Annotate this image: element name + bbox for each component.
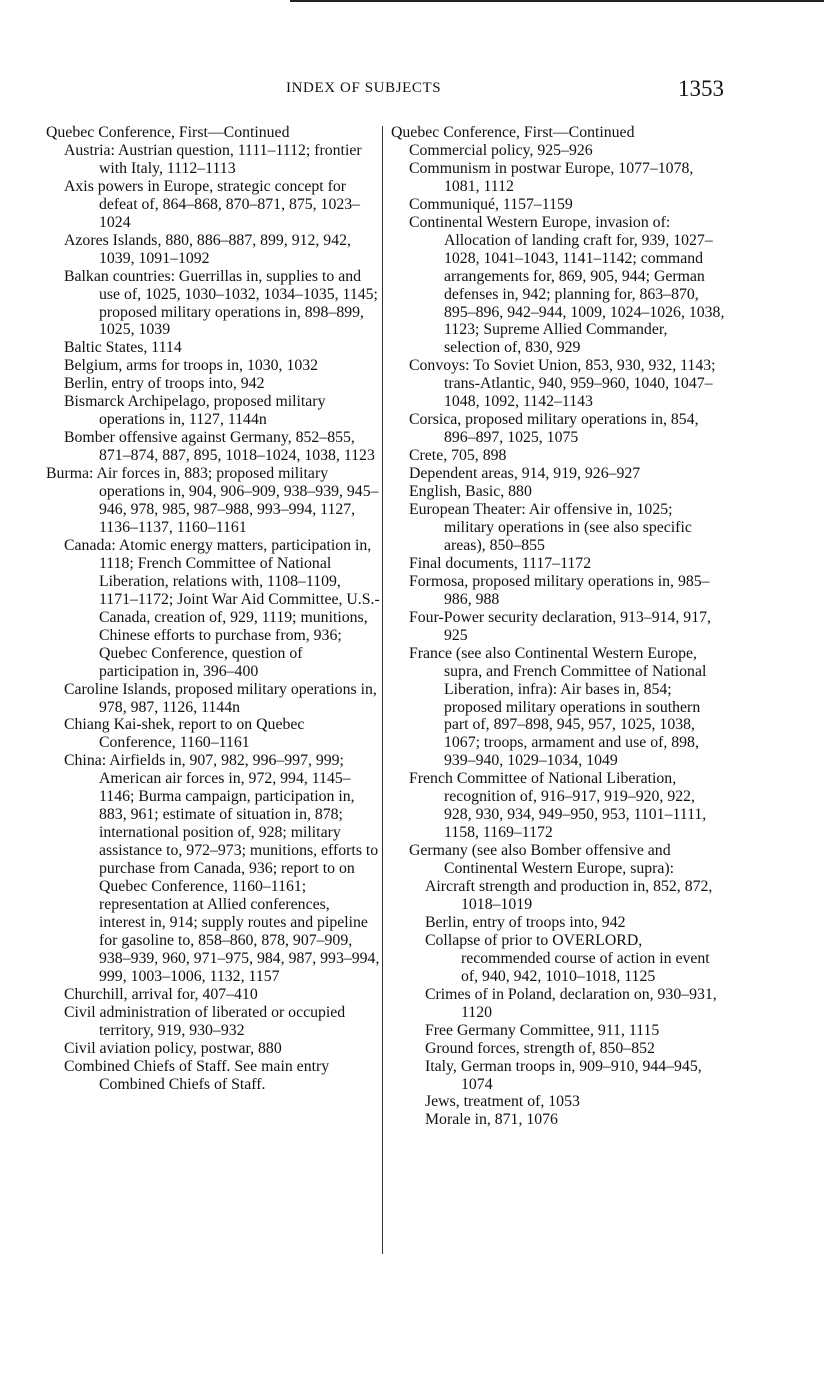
index-entry: Civil aviation policy, postwar, 880 — [64, 1039, 282, 1057]
index-entry: Churchill, arrival for, 407–410 — [64, 985, 258, 1003]
index-entry: Baltic States, 1114 — [64, 339, 182, 357]
index-entry: Belgium, arms for troops in, 1030, 1032 — [64, 357, 319, 375]
continued-heading: Quebec Conference, First—Continued — [46, 124, 290, 141]
index-subentry: Italy, German troops in, 909–910, 944–945, 1074 — [425, 1057, 702, 1093]
index-entry: Civil administration of liberated or occupied territory, 919, 930–932 — [64, 1003, 346, 1039]
index-entry: Dependent areas, 914, 919, 926–927 — [409, 465, 641, 483]
index-entry: Combined Chiefs of Staff. See main entry Combined Chiefs of Staff. — [64, 1057, 330, 1093]
index-entry: Crete, 705, 898 — [409, 447, 507, 465]
index-subentry: Jews, treatment of, 1053 — [425, 1093, 580, 1111]
index-subentry: Collapse of prior to OVERLORD, recommended course of action in event of, 940, 942, 1010–1018, 1125 — [425, 931, 710, 985]
index-subentry: Morale in, 871, 1076 — [425, 1111, 558, 1129]
index-entry: French Committee of National Liberation, recognition of, 916–917, 919–920, 922, 928, 930, 934, 949–950, 953, 1101–1111, 1158, 1169–1172 — [409, 770, 707, 842]
index-entry: France (see also Continental Western Europe, supra, and French Committee of National Liberation, infra): Air bases in, 854; proposed military operations in southern part of, 897–898, 945, 957, 1025, 1038, 1067; troops, armament and use of, 898, 939–940, 1029–1034, 1049 — [409, 644, 707, 770]
index-entry: Austria: Austrian question, 1111–1112; frontier with Italy, 1112–1113 — [64, 141, 362, 177]
index-entry: English, Basic, 880 — [409, 483, 532, 501]
index-entry: Commercial policy, 925–926 — [409, 141, 593, 159]
index-entry: China: Airfields in, 907, 982, 996–997, 999; American air forces in, 972, 994, 1145–1146; Burma campaign, participation in, 883, 961; estimate of situation in, 878; international position of, 928; military assistance to, 972–973; munitions, efforts to purchase from Canada, 936; report to on Quebec Conference, 1160–1161; representation at Allied conferences, interest in, 914; supply routes and pipeline for gasoline to, 858–860, 878, 907–909, 938–939, 960, 971–975, 984, 987, 993–994, 999, 1003–1006, 1132, 1157 — [64, 752, 380, 985]
left-column — [46, 124, 380, 1093]
index-entry: Convoys: To Soviet Union, 853, 930, 932, 1143; trans-Atlantic, 940, 959–960, 1040, 1047–1048, 1092, 1142–1143 — [409, 357, 716, 411]
index-entry: Bismarck Archipelago, proposed military operations in, 1127, 1144n — [64, 393, 326, 429]
page-number: 1353 — [678, 76, 724, 101]
index-entry: Communiqué, 1157–1159 — [409, 195, 573, 213]
index-entry: Final documents, 1117–1172 — [409, 554, 592, 572]
running-title: INDEX OF SUBJECTS — [286, 80, 442, 96]
continued-heading: Quebec Conference, First—Continued — [391, 124, 635, 141]
index-entry: Balkan countries: Guerrillas in, supplies to and use of, 1025, 1030–1032, 1034–1035, 1145; proposed military operations in, 898–899, 1025, 1039 — [64, 267, 378, 339]
index-entry: Chiang Kai-shek, report to on Quebec Conference, 1160–1161 — [64, 716, 305, 752]
column-divider — [382, 126, 383, 1254]
index-entry: Four-Power security declaration, 913–914, 917, 925 — [409, 608, 711, 644]
index-entry: Corsica, proposed military operations in, 854, 896–897, 1025, 1075 — [409, 411, 699, 447]
index-entry-germany: Germany (see also Bomber offensive and Continental Western Europe, supra): — [409, 842, 675, 878]
index-entry-burma: Burma: Air forces in, 883; proposed military operations in, 904, 906–909, 938–939, 945–946, 978, 985, 987–988, 993–994, 1127, 1136–1137, 1160–1161 — [46, 465, 379, 536]
index-subentry: Aircraft strength and production in, 852, 872, 1018–1019 — [425, 878, 713, 913]
index-entry: Berlin, entry of troops into, 942 — [64, 375, 265, 393]
index-entry: Caroline Islands, proposed military operations in, 978, 987, 1126, 1144n — [64, 680, 377, 716]
index-entry: Communism in postwar Europe, 1077–1078, 1081, 1112 — [409, 159, 694, 195]
index-subentry: Free Germany Committee, 911, 1115 — [425, 1021, 660, 1039]
index-entry: Bomber offensive against Germany, 852–855, 871–874, 887, 895, 1018–1024, 1038, 1123 — [64, 429, 375, 465]
index-entry: Axis powers in Europe, strategic concept for defeat of, 864–868, 870–871, 875, 1023–1024 — [64, 177, 361, 231]
index-entry: Formosa, proposed military operations in, 985–986, 988 — [409, 572, 710, 608]
top-rule — [290, 0, 824, 2]
index-entry: Canada: Atomic energy matters, participation in, 1118; French Committee of National Liberation, relations with, 1108–1109, 1171–1172; Joint War Aid Committee, U.S.-Canada, creation of, 929, 1119; munitions, Chinese efforts to purchase from, 936; Quebec Conference, question of participation in, 396–400 — [64, 536, 380, 680]
index-entry: Continental Western Europe, invasion of: Allocation of landing craft for, 939, 1027–1028, 1041–1043, 1141–1142; command arrangements for, 869, 905, 944; German defenses in, 942; planning for, 863–870, 895–896, 942–944, 1009, 1024–1026, 1038, 1123; Supreme Allied Commander, selection of, 830, 929 — [409, 213, 725, 357]
index-subentry: Ground forces, strength of, 850–852 — [425, 1039, 655, 1057]
index-subentry: Crimes of in Poland, declaration on, 930–931, 1120 — [425, 985, 717, 1021]
index-entry: Azores Islands, 880, 886–887, 899, 912, 942, 1039, 1091–1092 — [64, 231, 351, 267]
page-header — [0, 76, 824, 106]
index-entry: European Theater: Air offensive in, 1025; military operations in (see also specific areas), 850–855 — [409, 501, 692, 554]
right-column — [391, 124, 725, 1129]
index-subentry: Berlin, entry of troops into, 942 — [425, 913, 626, 931]
